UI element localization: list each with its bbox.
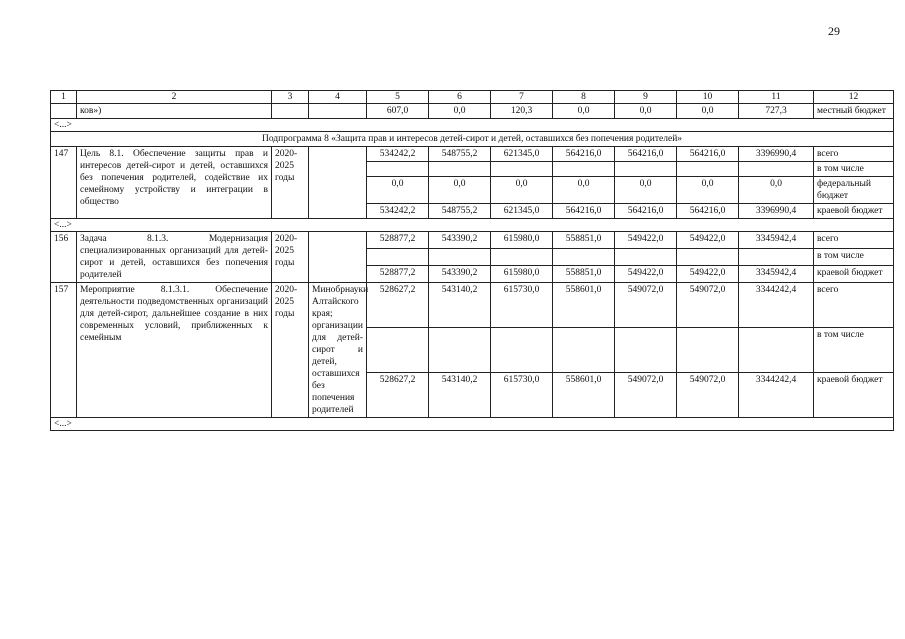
value-cell — [429, 328, 491, 373]
value-cell: 549072,0 — [677, 283, 739, 328]
value-cell — [553, 162, 615, 177]
source-cell: в том числе — [814, 249, 894, 266]
period-cell: 2020-2025 годы — [272, 147, 309, 219]
value-cell: 615730,0 — [491, 283, 553, 328]
value-cell: 0,0 — [429, 104, 491, 119]
header-cell: 4 — [309, 91, 367, 104]
value-cell: 0,0 — [677, 104, 739, 119]
value-cell — [677, 328, 739, 373]
source-cell: всего — [814, 232, 894, 249]
value-cell: 0,0 — [553, 177, 615, 204]
executor-cell — [309, 147, 367, 219]
period-cell: 2020-2025 годы — [272, 232, 309, 283]
value-cell: 621345,0 — [491, 204, 553, 219]
value-cell — [615, 249, 677, 266]
table-row — [51, 147, 894, 162]
source-cell: всего — [814, 147, 894, 162]
ellipsis-row — [51, 418, 894, 431]
value-cell: 549072,0 — [615, 373, 677, 418]
ellipsis-cell: <...> — [51, 418, 894, 431]
ellipsis-row — [51, 119, 894, 132]
executor-cell: Минобрнауки Алтайского края; организации для детей-сирот и детей, оставшихся без попечения родителей — [309, 283, 367, 418]
value-cell: 615980,0 — [491, 266, 553, 283]
value-cell — [739, 328, 814, 373]
value-cell — [491, 249, 553, 266]
budget-table — [50, 90, 894, 431]
value-cell — [553, 249, 615, 266]
value-cell: 564216,0 — [553, 204, 615, 219]
value-cell — [677, 249, 739, 266]
value-cell: 549422,0 — [615, 266, 677, 283]
value-cell: 548755,2 — [429, 147, 491, 162]
table-row — [51, 283, 894, 328]
value-cell — [739, 162, 814, 177]
value-cell: 528627,2 — [367, 373, 429, 418]
source-cell: местный бюджет — [814, 104, 894, 119]
table-row — [51, 232, 894, 249]
value-cell: 564216,0 — [615, 204, 677, 219]
value-cell — [491, 162, 553, 177]
description-cell: Мероприятие 8.1.3.1. Обеспечение деятельности подведомственных организаций для детей-сирот, дальнейшее создание в них современных условий, приближенных к семейным — [77, 283, 272, 418]
value-cell: 120,3 — [491, 104, 553, 119]
value-cell: 727,3 — [739, 104, 814, 119]
source-cell: федеральный бюджет — [814, 177, 894, 204]
period-cell: 2020-2025 годы — [272, 283, 309, 418]
value-cell — [429, 162, 491, 177]
header-cell: 9 — [615, 91, 677, 104]
source-cell: краевой бюджет — [814, 266, 894, 283]
row-number-cell: 147 — [51, 147, 77, 219]
value-cell — [739, 249, 814, 266]
value-cell: 3344242,4 — [739, 373, 814, 418]
value-cell: 3396990,4 — [739, 204, 814, 219]
value-cell — [677, 162, 739, 177]
value-cell: 534242,2 — [367, 204, 429, 219]
value-cell: 564216,0 — [677, 147, 739, 162]
header-cell: 3 — [272, 91, 309, 104]
source-cell: в том числе — [814, 328, 894, 373]
source-cell: всего — [814, 283, 894, 328]
source-cell: краевой бюджет — [814, 373, 894, 418]
page-number: 29 — [828, 24, 840, 38]
row-number-cell: 156 — [51, 232, 77, 283]
value-cell: 543390,2 — [429, 232, 491, 249]
value-cell: 615980,0 — [491, 232, 553, 249]
ellipsis-cell: <...> — [51, 219, 894, 232]
value-cell: 543390,2 — [429, 266, 491, 283]
source-cell: краевой бюджет — [814, 204, 894, 219]
value-cell — [615, 162, 677, 177]
value-cell: 0,0 — [491, 177, 553, 204]
value-cell: 615730,0 — [491, 373, 553, 418]
ellipsis-cell: <...> — [51, 119, 894, 132]
header-cell: 1 — [51, 91, 77, 104]
value-cell — [553, 328, 615, 373]
header-cell: 10 — [677, 91, 739, 104]
executor-cell — [309, 232, 367, 283]
value-cell: 548755,2 — [429, 204, 491, 219]
value-cell — [429, 249, 491, 266]
ellipsis-row — [51, 219, 894, 232]
header-cell: 6 — [429, 91, 491, 104]
value-cell — [367, 162, 429, 177]
value-cell: 607,0 — [367, 104, 429, 119]
description-cell: Задача 8.1.3. Модернизация специализированных организаций для детей-сирот и детей, оставшихся без попечения родителей — [77, 232, 272, 283]
value-cell: 3345942,4 — [739, 232, 814, 249]
value-cell: 534242,2 — [367, 147, 429, 162]
value-cell: 549422,0 — [615, 232, 677, 249]
value-cell: 564216,0 — [615, 147, 677, 162]
value-cell: 3396990,4 — [739, 147, 814, 162]
value-cell: 3345942,4 — [739, 266, 814, 283]
value-cell: 549422,0 — [677, 232, 739, 249]
header-cell: 12 — [814, 91, 894, 104]
value-cell: 564216,0 — [677, 204, 739, 219]
value-cell: 543140,2 — [429, 283, 491, 328]
value-cell — [367, 328, 429, 373]
header-row — [51, 91, 894, 104]
value-cell: 558851,0 — [553, 266, 615, 283]
value-cell — [615, 328, 677, 373]
row-number-cell — [51, 104, 77, 119]
value-cell: 528877,2 — [367, 266, 429, 283]
value-cell: 558601,0 — [553, 373, 615, 418]
header-cell: 5 — [367, 91, 429, 104]
value-cell: 3344242,4 — [739, 283, 814, 328]
table-row — [51, 104, 894, 119]
value-cell: 0,0 — [615, 104, 677, 119]
value-cell: 0,0 — [739, 177, 814, 204]
value-cell: 558601,0 — [553, 283, 615, 328]
period-cell — [272, 104, 309, 119]
header-cell: 7 — [491, 91, 553, 104]
value-cell: 528877,2 — [367, 232, 429, 249]
value-cell: 0,0 — [429, 177, 491, 204]
value-cell: 0,0 — [677, 177, 739, 204]
value-cell: 543140,2 — [429, 373, 491, 418]
header-cell: 2 — [77, 91, 272, 104]
value-cell — [367, 249, 429, 266]
value-cell: 0,0 — [615, 177, 677, 204]
value-cell: 558851,0 — [553, 232, 615, 249]
subprogram-title: Подпрограмма 8 «Защита прав и интересов детей-сирот и детей, оставшихся без попечения родителей» — [51, 132, 894, 147]
header-cell: 8 — [553, 91, 615, 104]
value-cell: 0,0 — [553, 104, 615, 119]
value-cell: 549422,0 — [677, 266, 739, 283]
value-cell: 564216,0 — [553, 147, 615, 162]
value-cell: 549072,0 — [615, 283, 677, 328]
description-cell: Цель 8.1. Обеспечение защиты прав и интересов детей-сирот и детей, оставшихся без попечения родителей, содействие их семейному устройству и интеграции в общество — [77, 147, 272, 219]
source-cell: в том числе — [814, 162, 894, 177]
description-cell: ков») — [77, 104, 272, 119]
value-cell: 0,0 — [367, 177, 429, 204]
value-cell: 549072,0 — [677, 373, 739, 418]
value-cell: 528627,2 — [367, 283, 429, 328]
executor-cell — [309, 104, 367, 119]
value-cell: 621345,0 — [491, 147, 553, 162]
header-cell: 11 — [739, 91, 814, 104]
subprogram-row — [51, 132, 894, 147]
row-number-cell: 157 — [51, 283, 77, 418]
value-cell — [491, 328, 553, 373]
